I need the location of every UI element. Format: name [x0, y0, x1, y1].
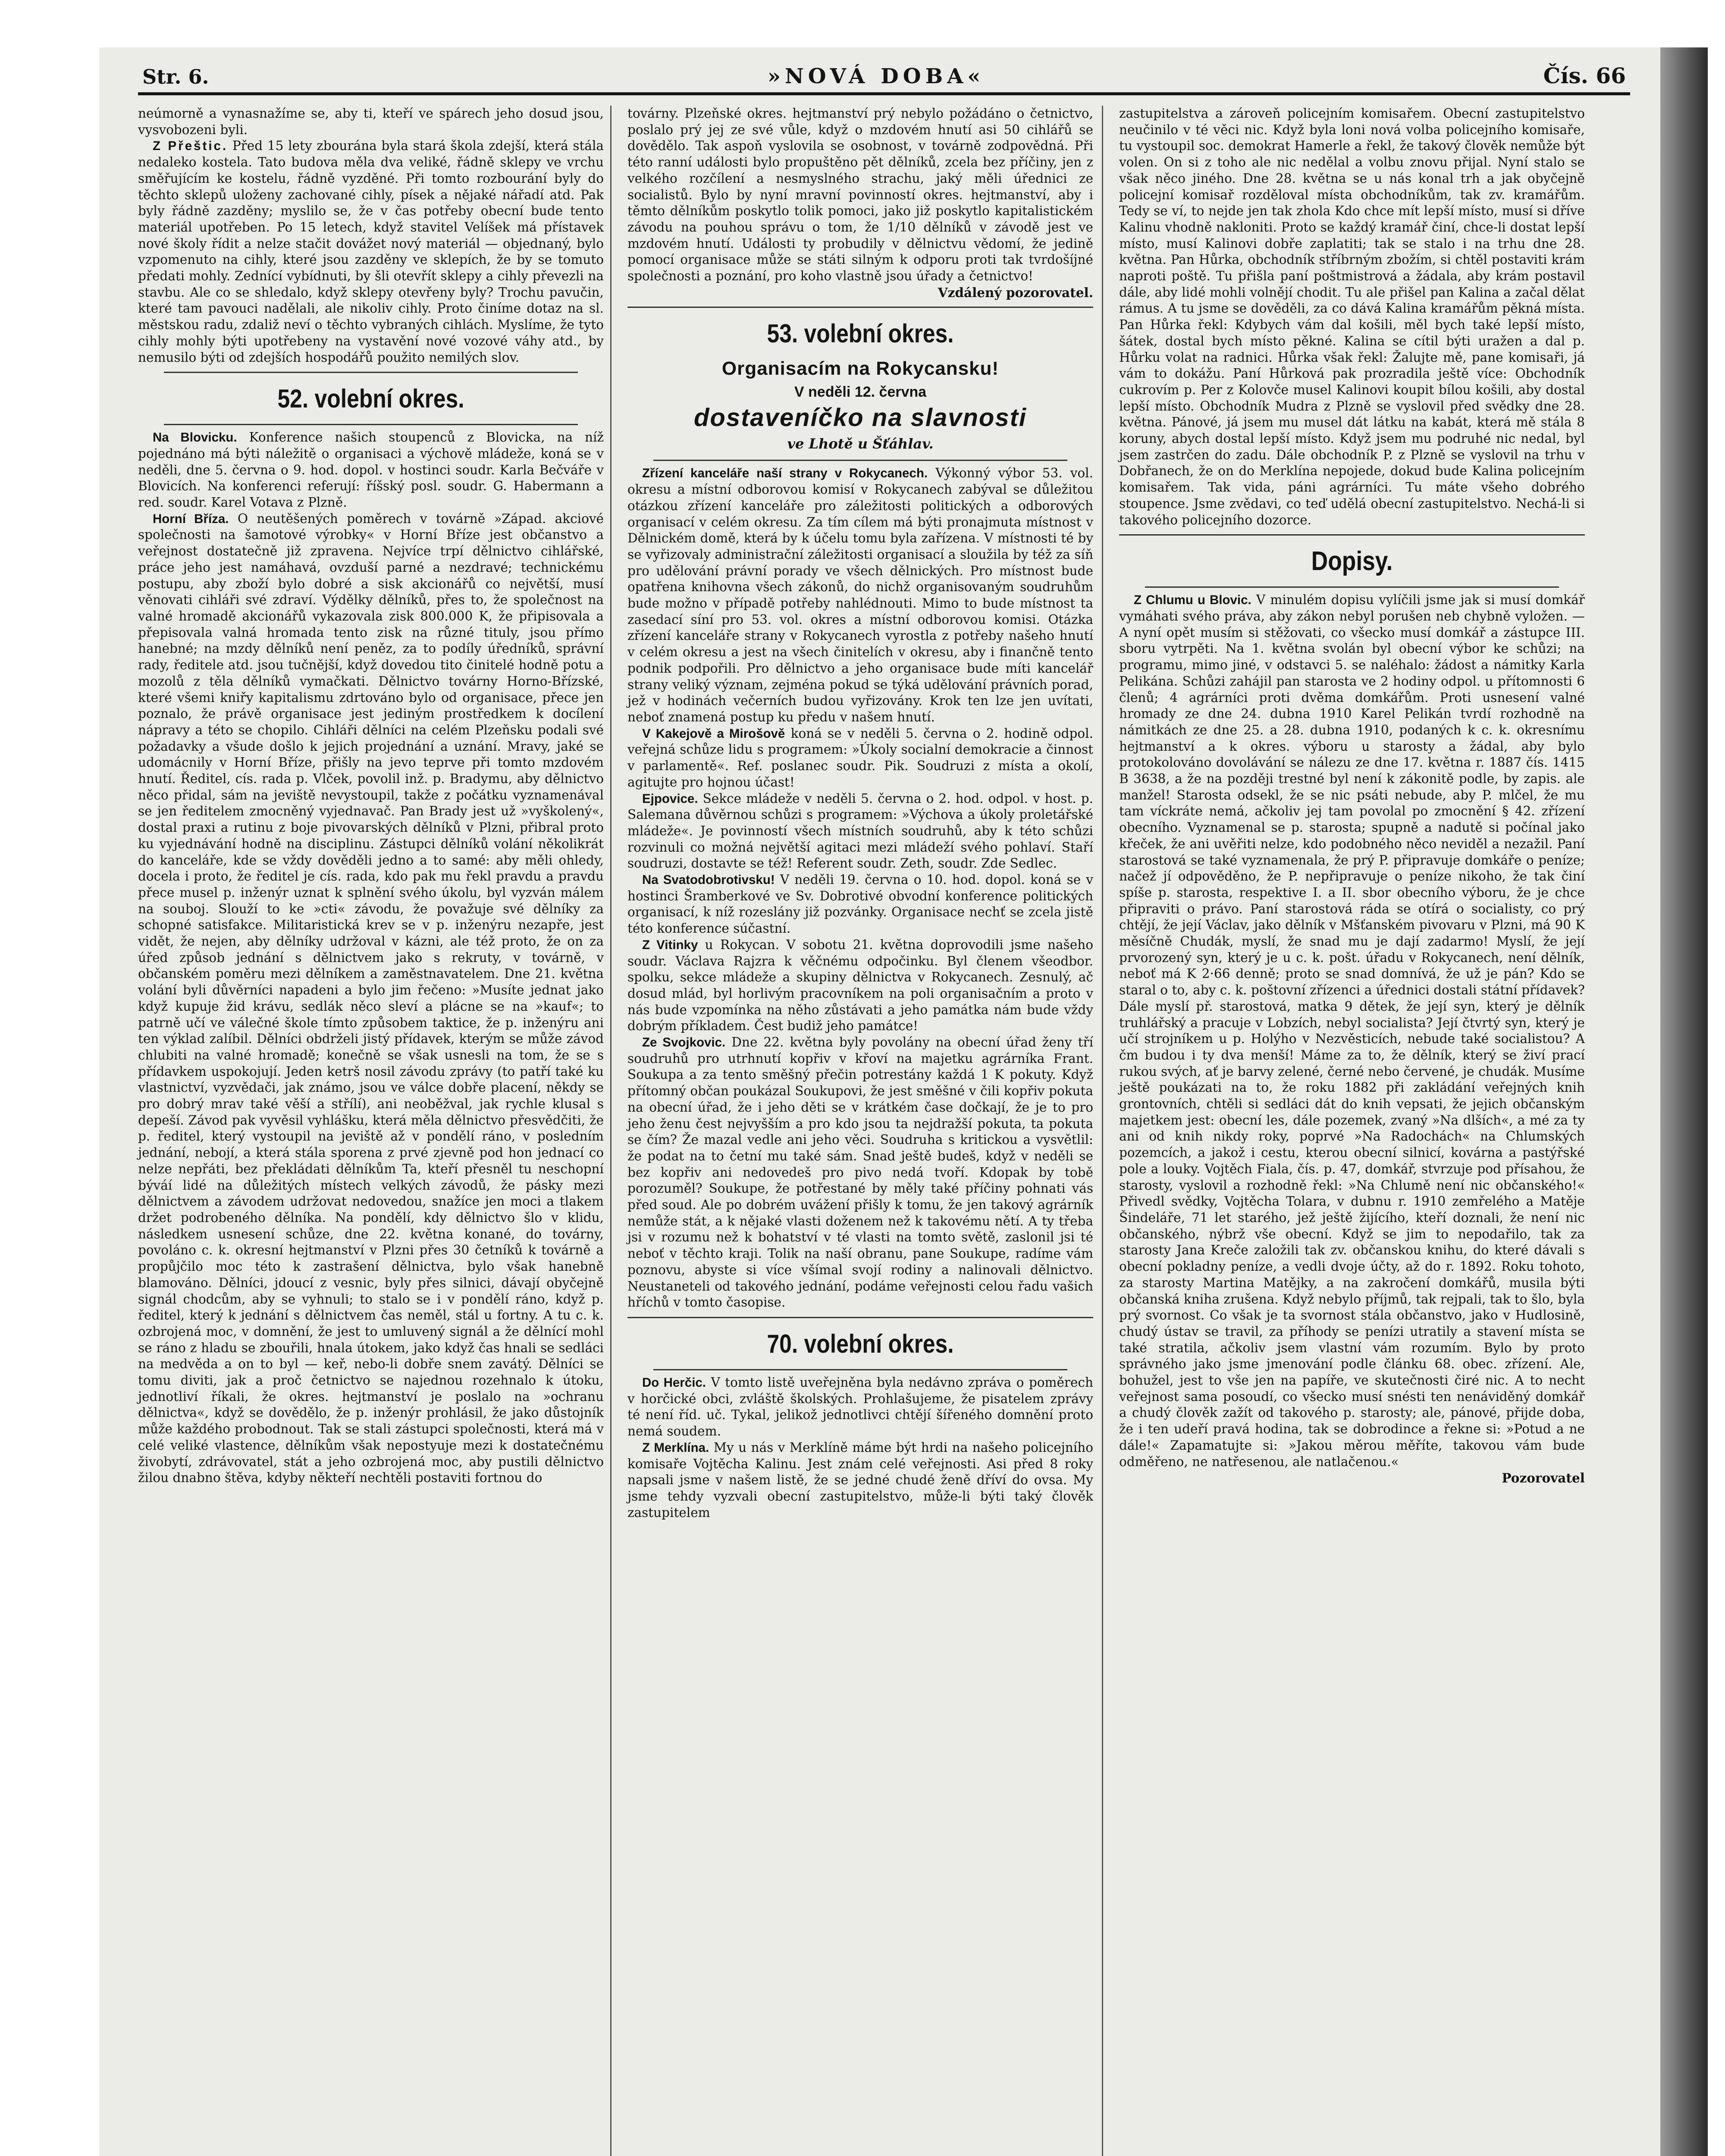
item-location: Na Blovicku. — [153, 430, 237, 445]
news-item: Horní Bříza. O neutěšených poměrech v továrně »Západ. akciové společnosti na šamotové výrobky« v Horní Bříze jest občanstvo a veřejnost dostatečně již zpravena. Nejvíce trpí dělnictvo cihlářské, práce jeho jest namáhavá, ovzduší parné a nezdravé; technickému postupu, aby zboží bylo dobré a sisk akcionářů co největší, musí věnovati cihláři své zdraví. Výdělky dělníků, přes to, že společnost na valné hromadě akcionářů vykazovala zisk 800.000 K, že připisovala a přepisovala valná hromada tento zisk na různé tituly, jsou přímo hanebné; na mzdy dělníků není peněz, za to podíly úředníků, správní rady, ředitele atd. jsou tučnější, když dovedou tito činitelé hodně potu a mozolů z těla dělníků vymačkati. Dělnictvo továrny Horno-Břízské, které všemi kniřy kapitalismu zdrtováno bylo od organisace, přece jen poznalo, že právě organisace jest jediným prostředkem k docílení nápravy a této se chopilo. Cihláři dělníci na celém Plzeňsku podali své požadavky a všude došlo k jejich projednání a uznání. Mravy, jaké se udomácnily v Horní Bříze, přišly na jevo teprve při tomto mzdovém hnutí. Ředitel, cís. rada p. Vlček, povolil inž. p. Bradymu, aby dělnictvo něco přidal, sám na jeviště nevystoupil, takže z počátku vyznamenával se jen ředitelem zmocněný vyjednavač. Pan Brady jest už »vyškolený«, dostal praxi a rutinu z boje pivovarských dělníků v Plzni, přibral proto ku vyjednávání hodně na disciplinu. Zástupci dělníků volání několikrát do kanceláře, kde se vždy dověděli jedno a to samé: aby měli ohledy, docela i proto, že ředitel je cís. rada, kdo pak mu řekl pravdu a pravdu přece musel p. inženýr uznat k splnění svého úkolu, byl vyzván málem na souboj. Slouží to ke »cti« závodu, že považuje své dělníky za schopné satisfakce. Militaristická krev se v p. inženýru nezapře, jest vidět, že nejen, aby dělníky udržoval v kázni, ale též proto, že on za úřed způsob jednání s dělnictvem jako s rekruty, v továrně, v občanském poměru mezi dělníkem a zaměstnavatelem. Dne 21. května volání byli důvěrníci napadeni a bylo jim řečeno: »Musíte jednat jako když kupuje žid krávu, sedlák něco sleví a plácne se na »kauf«; to patrně učí ve válečné škole tímto způsobem taktice, že p. inženýru ani ten výklad zalíbil. Dělníci obdrželi jistý přídavek, kterým se může závod chlubiti na valné hromadě; konečně se však usnesli na tom, že se s přídavkem uspokojují. Jeden ketrš nosil závodu zprávy (to patří také ku vlastnictví, vyzvědači, jak známo, jsou ve válce dobře placení, někdy se pro dobrý mrav také věší a střílí), ani neoběžval, jak rychle klusal s depeší. Závod pak vyvěsil vyhlášku, která měla dělnictvo přesvědčiti, že p. ředitel, který vystoupil na jeviště až v pondělí ráno, v posledním jednání, nebojí, a která stála sporena z prvé zjevně pod hon jednací co nelze nepřáti, bez překládati dělníkům Ta, kteří přesněl tu neschopní býváí lidé na důležitých místech velkých závodů, že pásky mezi dělnictvem a závodem udržovat nedovedou, snažíce jen moci a tlakem držet podrobeného dělníka. Na pondělí, kdy dělnictvo šlo v klidu, následkem usnesení schůze, dne 22. května konané, do továrny, povoláno c. k. okresní hejtmanství v Plzni přes 30 četníků k továrně a propůjčilo moc této k zastrašení dělnictva, bylo však hanebně blamováno. Dělníci, jdoucí z vesnic, byly přes silnici, dávají obyčejně signál chodcům, aby se vyhnuli; to stalo se i v pondělí ráno, když p. ředitel, který k jednání s dělnictvem čas neměl, stál u fortny. A tu c. k. ozbrojená moc, v domnění, že jest to umluvený signál a že dělnící mohl se ráno z hladu se zbouřili, hnala útokem, jako když čas hnali se sedláci na medvěda a on to byl — keř, nebo-li dobře snem zavátý. Dělníci se tomu diviti, jak a proč četnictvo se najednou rozehnalo k útoku, jednotliví říkali, že okres. hejtmanství je poslalo na »ochranu dělnictva«, když se dovědělo, že p. inženýr prohlásil, že jako důstojník může každého probodnout. Tak se stali zástupci společnosti, která má v celé veliké vlastence, dělníkům však nepostyuje mezi k dostatečnému živobytí, zdrávovatel, stát a jeho ozbrojená moc, aby pustili dělnictvo žilou dnabno štěva, kdyby někteří nechtěli postaviti fortnou do — [138, 511, 604, 1485]
column-divider — [610, 106, 612, 2156]
section-divider — [164, 424, 578, 425]
item-location: Ejpovice. — [642, 791, 698, 806]
article-continuation: zastupitelstva a zároveň policejním komisařem. Obecní zastupitelstvo neučinilo v té věci nic. Když byla loni nová volba policejního komisaře, tu vystoupil soc. demokrat Hamerle a řekl, že takový člověk nemůže být volen. On si z toho ale nic nedělal a volbu znovu přijal. Nyní stalo se však něco jiného. Dne 28. května se u nás konal trh a jak obyčejně policejní komisař rozděloval místa obchodníkům, tak zv. kramářům. Tedy se ví, to nejde jen tak zhola Kdo chce mít lepší místo, musí si dříve Kalinu vhodně nakloniti. Proto se každý kramář činí, chce-li dostat lepší místo, musí Kalinovi dobře zaplatiti; tak se stalo i na trhu dne 28. května. Pan Hůrka, obchodník stříbrným zbožím, si chtěl postaviti krám naproti poště. Tu přišla paní poštmistrová a žádala, aby krám postavil dále, aby lidé mohli volnějí chodit. Tu ale přišel pan Kalina a začal dělat rámus. A tu jsme se dověděli, za co dává Kalina kramářům pěkná místa. Pan Hůrka řekl: Kdybych vám dal košili, měl bych také lepší místo, šátek, dostal bych místo pěkné. Kalina se cítil býti uražen a dal p. Hůrku volat na radnici. Hůrka však řekl: Žalujte mě, pane komisaři, já vám to dokážu. Paní Hůrková pak prozradila ještě více: Obchodník cukrovím p. Per z Kolovče musel Kalinovi koupit bílou košili, aby dostal lepší místo. Obchodník Mudra z Plzně se vyslovil před svědky dne 28. května. Pánové, já jsem mu musel dát látku na kabát, která mě stála 8 koruny, abych dostal lepší místo. Když jsem mu podruhé nic nedal, byl jsem zastrčen do zadu. Dále obchodník P. z Plzně se vyslovil na trhu v Dobřanech, že on do Merklína nepojede, dokud bude Kalina policejním komisařem. Tak vida, páni agrárníci. Tu máte všeho dobrého stoupence. Jsme zvědavi, co teď udělá obecní zastupitelstvo. Nechá-li si takového policejního dozorce. — [1119, 106, 1585, 527]
signature: Vzdálený pozorovatel. — [938, 285, 1093, 300]
news-item: Z Vitinky u Rokycan. V sobotu 21. května doprovodili jsme našeho soudr. Václava Rajzra k věčnému odpočinku. Byl členem všeodbor. spolku, sekce mládeže a skupiny dělnictva v Rokycanech. Zesnulý, ač dosud mlád, byl horlivým pracovníkem na poli organisačním a proto v nás bude vzpomínka na něho zůstávati a jeho památka nám bude vždy dobrým příkladem. Čest budiž jeho památce! — [627, 937, 1093, 1034]
news-item: Z Merklína. My u nás v Merklíně máme být hrdi na našeho policejního komisaře Vojtěcha Kalinu. Jest znám celé veřejnosti. Asi před 8 roky napsali jsme v našem listě, že se jedné chudé ženě dříví do ovsa. My jsme tehdy vyzvali obecní zastupitelstvo, může-li býti taký člověk zastupitelem — [627, 1440, 1093, 1520]
masthead-title: »NOVÁ DOBA« — [767, 64, 985, 88]
news-item: Do Herčic. V tomto listě uveřejněna byla nedávno zpráva o poměrech v horčické obci, zvláště školských. Prohlašujeme, že pisatelem zprávy té není říd. uč. Tykal, jelikož jednotlivci chtějí šířeného domnění proto nemá soudem. — [627, 1375, 1093, 1439]
section-divider — [1145, 586, 1559, 588]
news-item: Ejpovice. Sekce mládeže v neděli 5. června o 2. hod. odpol. v host. p. Salemana důvěrnou schůzi s programem: »Výchova a úkoly proletářské mládeže«. Je povinností všech místních soudruhů, aby k této schůzi rozvinuli co možná největší agitaci mezi mládeží svého pohlaví. Staří soudruzi, dostavte se též! Referent soudr. Zeth, soudr. Zde Sedlec. — [627, 791, 1093, 871]
column-divider — [1102, 106, 1103, 2156]
column-1 — [138, 106, 604, 1486]
section-heading: 52. volební okres. — [277, 384, 464, 414]
column-3 — [1119, 106, 1585, 1486]
section-divider — [653, 460, 1067, 461]
item-location: Zřízení kanceláře naší strany v Rokycanech. — [642, 466, 928, 481]
section-divider — [164, 372, 578, 373]
section-divider — [627, 1317, 1093, 1318]
news-item: V Kakejově a Mirošově koná se v neděli 5. června o 2. hodině odpol. veřejná schůze lidu s programem: »Úkoly socialní demokracie a činnost v parlamentě«. Ref. poslanec soudr. Pik. Soudruzi z místa a okolí, agitujte pro hojnou účast! — [627, 726, 1093, 790]
article-continuation: továrny. Plzeňské okres. hejtmanství prý nebylo požádáno o četnictvo, poslalo prý jej ze své vůle, když o mzdovém hnutí asi 50 cihlářů se dovědělo. Tak aspoň vyslovila se osobnost, v továrně zodpovědná. Při této ranní události bylo propuštěno pět dělníků, zcela bez příčiny, jen z velkého rozčílení a nesmyslného strachu, jaký měli úřednici ze socialistů. Bylo by nyní mravní povinností okres. hejtmanství, aby i těmto dělníkům poskytlo tolik pomoci, jako již poskytlo kapitalistickém závodu na pouhou správu o tom, že 1/10 dělníků v závodě jest ve mzdovém hnutí. Události ty probudily v dělnictvu vědomí, že jedině pomocí organisace může se státi silným k odporu proti tak tvrdošíjné společnosti a poznání, pro koho vlastně jsou úřady a četnictvo! — [627, 106, 1093, 284]
announcement-place: ve Lhotě u Šťáhlav. — [787, 436, 934, 452]
page-header — [142, 47, 1626, 88]
news-item: Zřízení kanceláře naší strany v Rokycanech. Výkonný výbor 53. vol. okresu a místní odborovou komisí v Rokycanech zabýval se důležitou otázkou zřízení kanceláře pro záležitosti politických a odborových organisací v celém okresu. Za tím cílem má býti pronajmuta místnost v Dělnickém domě, která by k účelu tomu byla zařízena. V místnosti té by se vyřizovaly administrační záležitosti organisací a sloužila by též za síň pro udělování právní porady ve všech dělnických. Pro místnost bude opatřena knihovna všech zákonů, do nichž organisovaným soudruhům bude možno v případě potřeby nahlédnouti. Mimo to bude místnost ta zasedací síní pro 53. vol. okres a místní odborovou komisi. Otázka zřízení kanceláře strany v Rokycanech vyrostla z potřeby našeho hnutí v celém okresu a jest na všech činitelích v okresu, aby i finančně tento podnik podpořili. Pro dělnictvo a jeho organisace bude míti kancelář strany veliký význam, zejména pokud se týká udělování právních porad, jež v hodinách večerních budou vyřizovány. Krok ten lze jen uvítati, neboť znamená postup ku předu v našem hnutí. — [627, 466, 1093, 724]
issue-number: Čís. 66 — [1543, 63, 1626, 88]
item-location: Do Herčic. — [642, 1376, 706, 1390]
section-heading: 70. volební okres. — [767, 1329, 954, 1358]
item-location: Na Svatodobrotivsku! — [642, 873, 775, 887]
announcement-title: dostaveníčko na slavnosti — [693, 404, 1027, 432]
item-location: Z Chlumu u Blovic. — [1134, 593, 1251, 608]
item-location: V Kakejově a Mirošově — [642, 726, 785, 741]
news-item: Z Přeštic. Před 15 lety zbourána byla stará škola zdejší, která stála nedaleko kostela. Tato budova měla dva veliké, řádně sklepy ve vrchu směřujícím ke kostelu, řádně vyzděné. Při tomto rozbourání byly do těchto sklepů uloženy zachované cihly, písek a nějaké nářadí atd. Pak byly řádně zazděny; myslilo se, že v čas potřeby obecní bude tento materiál upotřeben. Po 15 letech, když stavitel Velíšek má přístavek nové školy řídit a nelze stačit dovážet nový materiál — objednaný, bylo vzpomenuto na cihly, které jsou zazděny ve sklepích, že by se tomuto předati mohly. Zednící vybídnuti, by šli otevřít sklepy a cihly převezli na stavbu. Ale co se shledalo, když sklepy otevřeny byly? Trochu pavučin, které tam pavouci nadělali, ale nikoliv cihly. Proto činíme dotaz na sl. městskou radu, zdaliž neví o těchto vybraných cihlách. Myslíme, že tyto cihly mohly býti upotřebeny na vystavění nové vozové váhy atd., by nemusilo býti od zdejších hospodářů použito nemilých slov. — [138, 138, 604, 365]
section-heading: Dopisy. — [1311, 546, 1393, 577]
header-rule — [138, 92, 1630, 95]
signature: Pozorovatel — [1502, 1470, 1585, 1486]
news-item: Z Chlumu u Blovic. V minulém dopisu vylíčili jsme jak si musí domkář vymáhati svého práva, aby zákon nebyl porušen neb chybně vyložen. — A nyní opět musím si stěžovati, co všecko musí domkář a zástupce III. sboru vytrpěti. Na 1. května svolán byl obecní výbor ke schůzi; na programu, mimo jiné, v odstavci 5. se naléhalo: žádost a námitky Karla Pelikána. Schůzi zahájil pan starosta ve 2 hodiny odpol. u přítomnosti 6 členů; 4 agrárníci proti dvěma domkářům. Proti usnesení valné hromady ze dne 24. dubna 1910 Karel Pelikán tvrdí rozhodně na námitkách ze dne 25. a 28. dubna 1910, podaných k c. k. okresnímu hejtmanství a k okres. výboru u starosty a žádal, aby bylo protokolováno dovolávání se nálezu ze dne 17. května r. 1887 čís. 1415 B 3638, a že na později trestné byl není k zákonitě podle, by zapis. ale manžel! Starosta odsekl, že se nic psáti nebude, aby P. mlčel, že mu tam víckráte nemá, ačkoliv jej tam povolal po zmocnění § 42. zřízení obecního. Vyznamenal se p. starosta; spupně a nadutě si počínal jako křeček, že ani uvěřiti nelze, kdo podobného něco neviděl a nezažil. Paní starostová se také vyznamenala, že prý P. připravuje domkáře o peníze; načež jí odpověděno, že P. nepřipravuje o peníze nikoho, že tak činí spíše p. starosta, respektive I. a II. sbor obecního výboru, že je chce připraviti o právo. Paní starostová ráda se otírá o socialisty, co prý chtějí, že její Václav, jako dělník v Mšťanském pivovaru v Plzni, má 90 K měsíčně Chudák, myslí, že snad mu je dají zadarmo! Myslí, že její prvorozený syn, který je u c. k. pošt. úřadu v Rokycanech, není dělník, neboť má K 2·66 denně; proto se snad domnívá, že už je pán? Kdo se staral o to, aby c. k. poštovní zřízenci a úřednici dostali státní přídavek? Dále myslí př. starostová, matka 9 dětek, že její syn, který je dělník truhlářský a pracuje v Lobzích, nebyl socialista? Její čtvrtý syn, který je učí strojníkem u p. Holýho v Nezvěsticích, nebude také socialistou? A čm budou i ty dva menší! Máme za to, že dělník, který se živí prací rukou svých, ať je barvy zelené, černé nebo červené, je chudák. Musíme ještě poukázati na to, že roku 1882 při zakládání veřejných knih grontovních, chtěli si sedláci dát do knih vepsati, že jejich občanským majetkem jest: obecní les, dále pozemek, zvaný »Na dlších«, a mé za ty ani od knih nikdy roky, poprvé »Na Radochách« na Chlumských pozemcích, a jakož i cestu, kterou obecní silnicí, kovárna a pastýřské pole a louky. Vojtěch Fiala, čís. p. 47, domkář, stvrzuje pod přísahou, že starosty, vyslovil a rozhodně řekl: »Na Chlumě není nic občanského!« Přivedl svědky, Vojtěcha Tolara, v dubnu r. 1910 zemřelého a Matěje Šindeláře, 71 let starého, jež ještě žijícího, kteří doznali, že není nic občanského, nýbrž vše obecní. Když se jim to nepodařilo, tak za starosty Jana Kreče založili tak zv. občanskou knihu, do které dávali s obecní pokladny peníze, a vedli dvoje účty, až do r. 1892. Roku tohoto, za starosty Martina Matějky, a na zakročení domkářů, musila býti občanská kniha zrušena. Když nebylo příjmů, tak rejpali, tak to šlo, byla prý svornost. Co však je ta svornost stála občanstvo, jako v Hudlosině, chudý ústav se travil, za příhody se penízi utratily a stavení místa se také stratila, ačkoliv jsem vlastní vám rozumím. Bylo by proto správného jako jsme jmenování podle článku 68. obec. zřízení. Ale, bohužel, jest to vše jen na papíře, ve skutečnosti čiré nic. A to necht veřejnost sama posoudí, co všecko musí snésti ten nenáviděný domkář a chudý člověk zažít od takového p. starosty; ale, pánové, přijde doba, že i ten udeří pravá hodina, tak se dobrodince a řekne si: »Potud a ne dále!« Zapamatujte si: »Jakou měrou měříte, takovou vám bude odměřeno, ne natřesenou, ale natlačenou.« — [1119, 592, 1585, 1469]
newspaper-page — [99, 47, 1660, 2156]
item-location: Z Merklína. — [642, 1440, 709, 1455]
scan-edge-shadow — [1660, 47, 1708, 2156]
news-item: Na Svatodobrotivsku! V neděli 19. června o 10. hod. dopol. koná se v hostinci Šramberkové ve Sv. Dobrotivé obvodní konference politických organisací, k níž rozeslány již pozvánky. Organisace nechť se zcela jistě této konference súčastní. — [627, 872, 1093, 936]
section-divider — [627, 307, 1093, 308]
announcement-date: V neděli 12. června — [794, 384, 927, 401]
item-location: Horní Bříza. — [153, 511, 229, 526]
column-2 — [627, 106, 1093, 1521]
item-location: Ze Svojkovic. — [642, 1035, 726, 1050]
news-item: Ze Svojkovic. Dne 22. května byly povolány na obecní úřad ženy tří soudruhů pro utrhnutí kopřiv v křoví na majetku agrárníka Frant. Soukupa a za tento směšný přečin potrestány každá 1 K pokuty. Když přítomný občan poukázal Soukupovi, že jest směšné v čili kopřiv pokuta na obecní úřad, že i jeho děti se v krátkém čase dočkají, že je to pro jeho ženu čest nejvyšším a pro kdo jsou ta nejdražší pokuta, ta pokuta se čím? Že mazal vedle ani jeho věci. Soudruha s kritickou a vysvětlil: že podat na to četní mu také sám. Snad ještě budeš, když v neděli se bez kopřiv ani nedovedeš pro pivo nedá tvoří. Kdopak by tobě porozuměl? Soukupe, že potřestané by měly také příčiny pohnati vás před soud. Ale po dobrém uvážení přišly k tomu, že jen takový agrárník nemůže stát, a k nějaké vlasti doženem než k takovému nětí. A ty třeba jsi v rozumu než k bohatství v té vlasti na tomto světě, zaslonil jsi té neboť v těchto kraji. Tolik na naší obranu, pane Soukupe, radíme vám poznovu, abyste si více všímal svojí rodiny a nalinovali dělnictvo. Neustaneteli od takového jednání, podáme veřejnosti celou řadu vašich hříchů v tomto časopise. — [627, 1035, 1094, 1310]
section-divider — [1119, 534, 1585, 536]
announcement-heading: Organisacím na Rokycansku! — [721, 358, 999, 379]
item-location: Z Vitinky — [642, 937, 698, 952]
section-divider — [653, 1369, 1067, 1370]
item-location: Z Přeštic. — [153, 139, 228, 154]
section-heading: 53. volební okres. — [767, 319, 954, 348]
page-number: Str. 6. — [142, 65, 209, 88]
article-continuation: neúmorně a vynasnažíme se, aby ti, kteří ve spárech jeho dosud jsou, vysvobozeni byli. — [138, 106, 604, 137]
news-item: Na Blovicku. Konference našich stoupenců z Blovicka, na níž pojednáno má býti náležitě o organisaci a výchově mládeže, koná se v neděli, dne 5. června o 9. hod. dopol. v hostinci soudr. Karla Bečváře v Blovicích. Na konferenci referují: říšský posl. soudr. G. Habermann a red. soudr. Karel Votava z Plzně. — [138, 430, 604, 510]
